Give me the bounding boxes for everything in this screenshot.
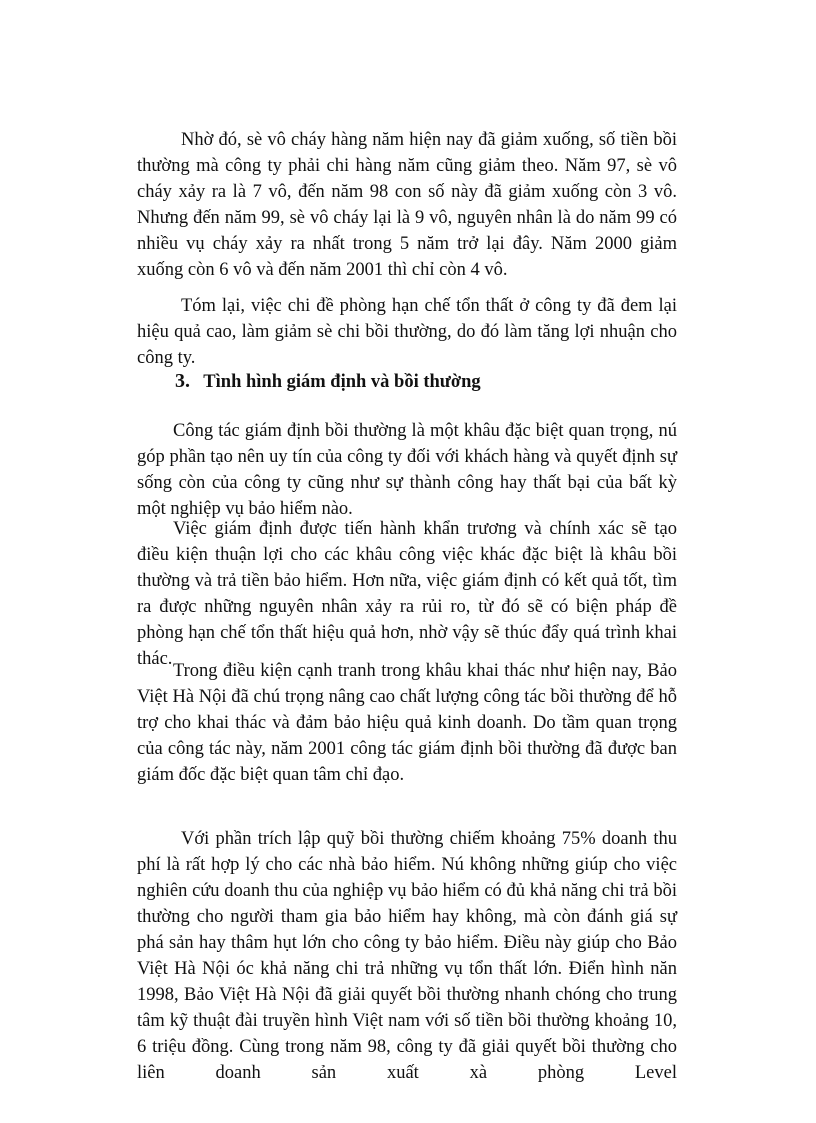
section-number: 3. [175,370,190,392]
paragraph-compensation-fund: Với phần trích lập quỹ bồi thường chiếm khoảng 75% doanh thu phí là rất hợp lý cho các nhà bảo hiểm. Nú không những giúp cho việc nghiên cứu doanh thu của nghiệp vụ bảo hiểm có đủ khả năng chi trả bồi thường cho người tham gia bảo hiểm hay không, mà còn đánh giá sự phá sản hay thâm hụt lớn cho công ty bảo hiểm. Điều này giúp cho Bảo Việt Hà Nội óc khả năng chi trả những vụ tổn thất lớn. Điển hình năn 1998, Bảo Việt Hà Nội đã giải quyết bồi thường nhanh chóng cho trung tâm kỹ thuật đài truyền hình Việt nam với số tiền bồi thường khoảng 10, 6 triệu đồng. Cùng trong năm 98, công ty đã giải quyết bồi thường cho liên doanh sản xuất xà phòng Level [137,829,677,1083]
paragraph-fire-incidents: Nhờ đó, sè vô cháy hàng năm hiện nay đã giảm xuống, số tiền bồi thường mà công ty phải chi hàng năm cũng giảm theo. Năm 97, sè vô cháy xảy ra là 7 vô, đến năm 98 con số này đã giảm xuống còn 3 vô. Nhưng đến năm 99, sè vô cháy lại là 9 vô, nguyên nhân là do năm 99 có nhiều vụ cháy xảy ra nhất trong 5 năm trở lại đây. Năm 2000 giảm xuống còn 6 vô và đến năm 2001 thì chỉ còn 4 vô. [137,130,677,280]
section-heading [175,368,481,395]
section-title: Tình hình giám định và bồi thường [203,372,481,392]
paragraph-assessment-process: Việc giám định được tiến hành khẩn trương và chính xác sẽ tạo điều kiện thuận lợi cho các khâu công việc khác đặc biệt là khâu bồi thường và trả tiền bảo hiểm. Hơn nữa, việc giám định có kết quả tốt, tìm ra được những nguyên nhân xảy ra rủi ro, từ đó sẽ có biện pháp đề phòng hạn chế tổn thất hiệu quả hơn, nhờ vậy sẽ thúc đẩy quá trình khai thác. [137,519,677,669]
paragraph-competition: Trong điều kiện cạnh tranh trong khâu khai thác như hiện nay, Bảo Việt Hà Nội đã chú trọng nâng cao chất lượng công tác bồi thường để hỗ trợ cho khai thác và đảm bảo hiệu quả kinh doanh. Do tầm quan trọng của công tác này, năm 2001 công tác giám định bồi thường đã được ban giám đốc đặc biệt quan tâm chỉ đạo. [137,661,677,785]
paragraph-assessment-importance: Công tác giám định bồi thường là một khâu đặc biệt quan trọng, nú góp phần tạo nên uy tín của công ty đối với khách hàng và quyết định sự sống còn của công ty cũng như sự thành công hay thất bại của bất kỳ một nghiệp vụ bảo hiểm nào. [137,421,677,519]
paragraph-summary: Tóm lại, việc chi đề phòng hạn chế tổn thất ở công ty đã đem lại hiệu quả cao, làm giảm sè chi bồi thường, do đó làm tăng lợi nhuận cho công ty. [137,296,677,368]
